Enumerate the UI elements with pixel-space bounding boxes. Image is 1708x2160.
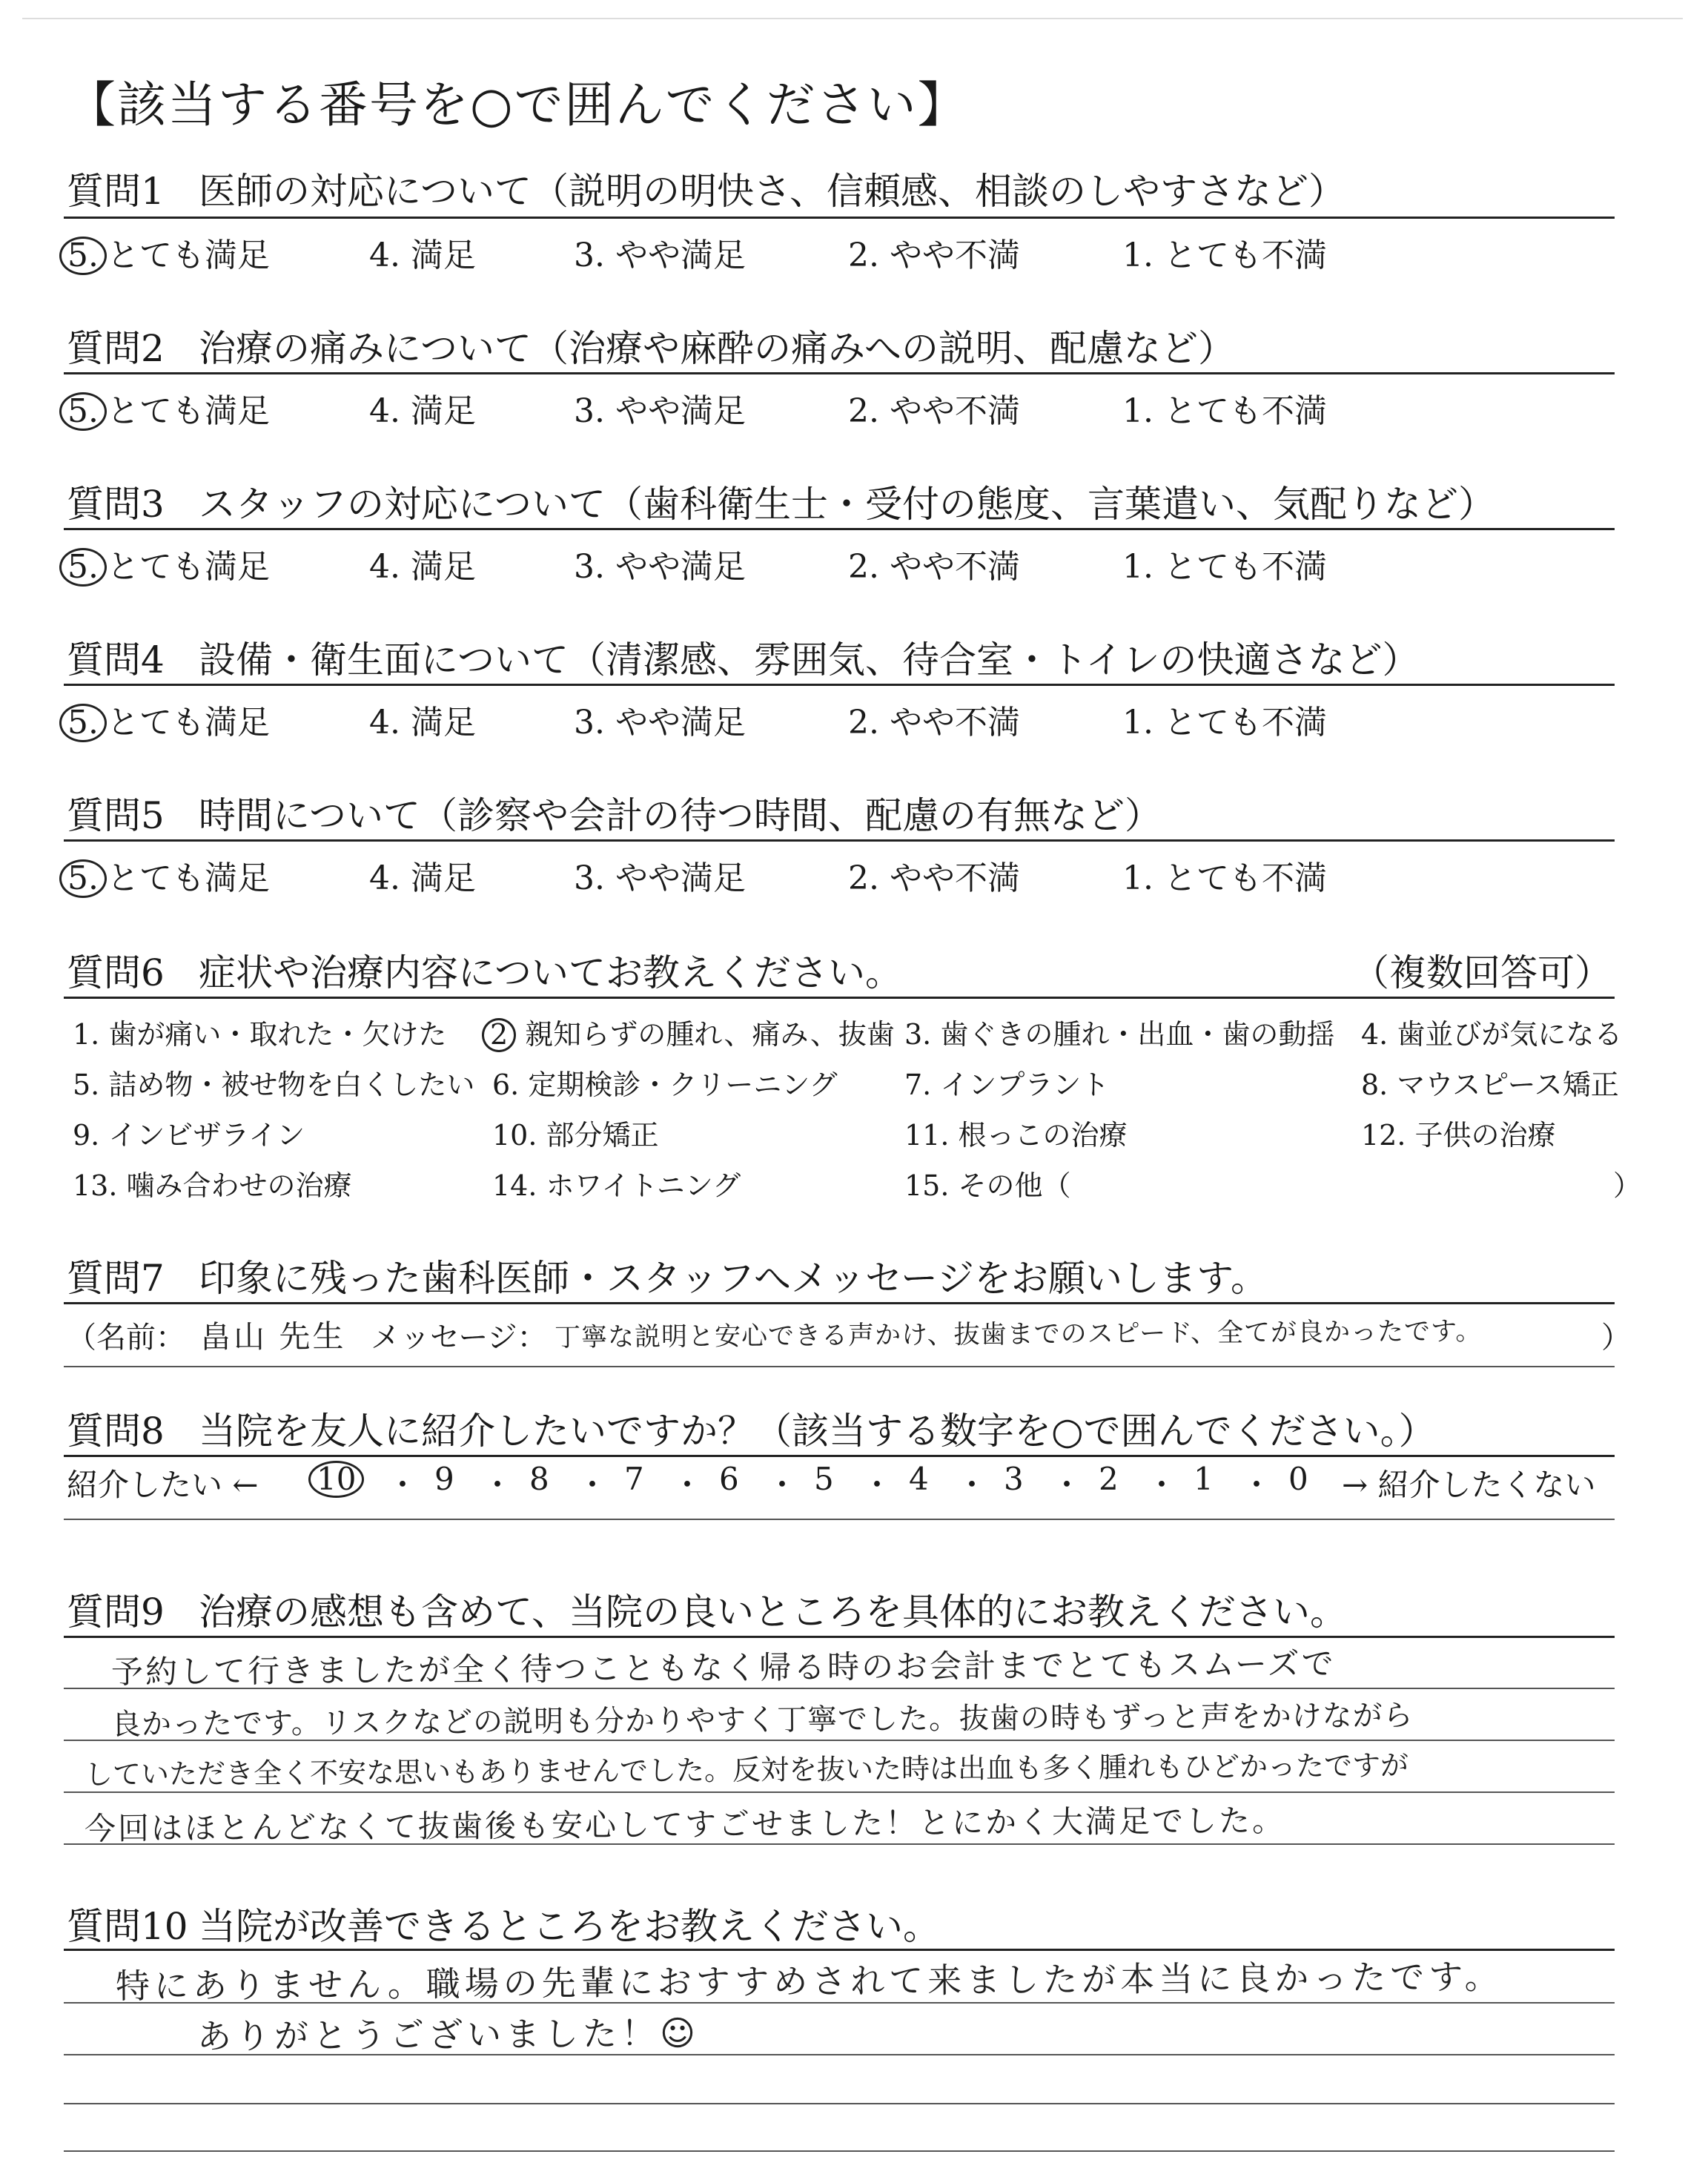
question-text: 症状や治療内容についてお教えください。: [199, 951, 902, 994]
answer-line-2: 良かったです。リスクなどの説明も分かりやすく丁寧でした。抜歯の時もずっと声をかけながら: [110, 1698, 1414, 1743]
improvement-line-1: 特にありません。職場の先輩におすすめされて来ましたが本当に良かったです。: [115, 1956, 1503, 2007]
option-3[interactable]: 3. やや満足: [574, 704, 746, 742]
answer-ruling: [64, 2150, 1615, 2152]
q6-item-6[interactable]: 6. 定期検診・クリーニング: [492, 1069, 838, 1101]
question-text: 当院を友人に紹介したいですか？（該当する数字を○で囲んでください。）: [199, 1410, 1436, 1453]
q6-item-13[interactable]: 13. 噛み合わせの治療: [73, 1169, 352, 1202]
q6-item-15[interactable]: 15. その他（: [904, 1169, 1071, 1202]
option-label: とても満足: [106, 392, 270, 430]
question-5: [67, 786, 1162, 839]
option-1[interactable]: 1. とても不満: [1122, 704, 1327, 742]
divider: [64, 1366, 1615, 1367]
question-number: 質問3: [67, 483, 165, 526]
divider: [64, 1302, 1615, 1304]
scale-1[interactable]: 1: [1194, 1461, 1214, 1497]
option-label: とても満足: [106, 704, 270, 742]
answer-ruling: [64, 1688, 1615, 1689]
option-2[interactable]: 2. やや不満: [848, 548, 1020, 586]
scale-dot: ・: [1051, 1467, 1083, 1503]
scale-dot: ・: [1146, 1467, 1178, 1503]
divider: [64, 839, 1615, 842]
scale-dot: ・: [577, 1467, 609, 1503]
question-4: [67, 630, 1420, 684]
question-text: 設備・衛生面について（清潔感、雰囲気、待合室・トイレの快適さなど）: [199, 638, 1420, 681]
q6-item-14[interactable]: 14. ホワイトニング: [492, 1169, 741, 1202]
option-4[interactable]: 4. 満足: [369, 704, 476, 742]
question-number: 質問10: [67, 1905, 188, 1948]
option-3[interactable]: 3. やや満足: [574, 237, 746, 274]
scale-4[interactable]: 4: [909, 1461, 929, 1497]
scale-left-label: 紹介したい ←: [67, 1467, 259, 1503]
scale-dot: ・: [387, 1467, 419, 1503]
divider: [64, 372, 1615, 374]
question-number: 質問1: [67, 170, 165, 213]
question-number: 質問4: [67, 638, 165, 681]
multiple-answer-note: （複数回答可）: [1352, 951, 1612, 994]
question-8: [67, 1401, 1436, 1455]
q6-item-10[interactable]: 10. 部分矯正: [492, 1119, 659, 1152]
page-title: 【該当する番号を○で囲んでください】: [67, 76, 968, 133]
scale-dot: ・: [672, 1467, 704, 1503]
option-2[interactable]: 2. やや不満: [848, 859, 1020, 897]
option-3[interactable]: 3. やや満足: [574, 859, 746, 897]
selected-rating-circle[interactable]: 5.: [59, 392, 107, 431]
divider: [64, 997, 1615, 999]
answer-ruling: [64, 2002, 1615, 2004]
question-number: 質問5: [67, 794, 165, 837]
divider: [64, 1519, 1615, 1520]
q6-item-1[interactable]: 1. 歯が痛い・取れた・欠けた: [73, 1018, 447, 1051]
q6-item-12[interactable]: 12. 子供の治療: [1361, 1119, 1556, 1152]
scale-right-label: → 紹介したくない: [1342, 1467, 1596, 1503]
answer-line-3: していただき全く不安な思いもありませんでした。反対を抜いた時は出血も多く腫れもひどかったですが: [84, 1748, 1409, 1791]
answer-line-1: 予約して行きましたが全く待つこともなく帰る時のお会計までとてもスムーズで: [110, 1645, 1336, 1691]
answer-ruling: [64, 2054, 1615, 2055]
option-1[interactable]: 1. とても不満: [1122, 392, 1327, 430]
option-2[interactable]: 2. やや不満: [848, 392, 1020, 430]
scale-5[interactable]: 5: [814, 1461, 834, 1497]
option-3[interactable]: 3. やや満足: [574, 548, 746, 586]
option-1[interactable]: 1. とても不満: [1122, 548, 1327, 586]
q6-item-3[interactable]: 3. 歯ぐきの腫れ・出血・歯の動揺: [904, 1018, 1335, 1051]
q6-item-8[interactable]: 8. マウスピース矯正: [1361, 1069, 1619, 1101]
scale-6[interactable]: 6: [719, 1461, 739, 1497]
message-handwritten: 丁寧な説明と安心できる声かけ、抜歯までのスピード、全てが良かったです。: [554, 1316, 1483, 1353]
question-number: 質問9: [67, 1591, 165, 1634]
divider: [64, 217, 1615, 219]
name-label: （名前：: [67, 1321, 185, 1355]
q6-item-4[interactable]: 4. 歯並びが気になる: [1361, 1018, 1623, 1051]
answer-ruling: [64, 1740, 1615, 1741]
close-paren: ）: [1601, 1321, 1631, 1355]
q6-other-close-paren: ）: [1613, 1169, 1642, 1202]
selected-rating-circle[interactable]: 5.: [59, 704, 107, 742]
answer-line-4: 今回はほとんどなくて抜歯後も安心してすごせました！とにかく大満足でした。: [84, 1802, 1286, 1847]
scale-dot: ・: [767, 1467, 798, 1503]
scale-8[interactable]: 8: [529, 1461, 549, 1497]
option-label: とても満足: [106, 859, 270, 897]
question-10: [67, 1897, 940, 1950]
option-4[interactable]: 4. 満足: [369, 859, 476, 897]
option-1[interactable]: 1. とても不満: [1122, 859, 1327, 897]
option-2[interactable]: 2. やや不満: [848, 704, 1020, 742]
option-label: とても満足: [106, 548, 270, 586]
improvement-line-2: ありがとうございました！☺: [196, 2012, 701, 2057]
scale-9[interactable]: 9: [434, 1461, 454, 1497]
answer-ruling: [64, 1791, 1615, 1793]
q6-item-5[interactable]: 5. 詰め物・被せ物を白くしたい: [73, 1069, 475, 1101]
question-9: [67, 1582, 1347, 1636]
divider: [64, 684, 1615, 686]
message-label: メッセージ：: [371, 1321, 547, 1355]
scale-7[interactable]: 7: [624, 1461, 644, 1497]
question-number: 質問6: [67, 951, 165, 994]
question-number: 質問8: [67, 1410, 165, 1453]
divider: [64, 528, 1615, 530]
question-text: スタッフの対応について（歯科衛生士・受付の態度、言葉遣い、気配りなど）: [199, 483, 1495, 526]
scale-dot: ・: [956, 1467, 988, 1503]
selected-rating-circle[interactable]: 5.: [59, 859, 107, 898]
option-2[interactable]: 2. やや不満: [848, 237, 1020, 274]
q6-item-7[interactable]: 7. インプラント: [904, 1069, 1110, 1101]
q6-item-9[interactable]: 9. インビザライン: [73, 1119, 305, 1152]
top-edge-line: [22, 18, 1683, 19]
name-handwritten: 畠山 先生: [199, 1318, 346, 1355]
divider: [64, 1455, 1615, 1457]
scale-dot: ・: [1241, 1467, 1273, 1503]
option-1[interactable]: 1. とても不満: [1122, 237, 1327, 274]
question-text: 治療の痛みについて（治療や麻酔の痛みへの説明、配慮など）: [199, 327, 1235, 370]
question-7: [67, 1249, 1268, 1302]
question-text: 医師の対応について（説明の明快さ、信頼感、相談のしやすさなど）: [199, 170, 1345, 213]
question-1: [67, 162, 1345, 215]
scale-0[interactable]: 0: [1288, 1461, 1308, 1497]
option-3[interactable]: 3. やや満足: [574, 392, 746, 430]
question-text: 印象に残った歯科医師・スタッフへメッセージをお願いします。: [199, 1257, 1268, 1300]
option-4[interactable]: 4. 満足: [369, 392, 476, 430]
question-text: 治療の感想も含めて、当院の良いところを具体的にお教えください。: [199, 1591, 1347, 1634]
question-2: [67, 319, 1235, 372]
scale-selected-10[interactable]: 10: [308, 1461, 364, 1498]
scale-3[interactable]: 3: [1004, 1461, 1024, 1497]
question-3: [67, 475, 1495, 528]
q6-item-11[interactable]: 11. 根っこの治療: [904, 1119, 1128, 1152]
option-4[interactable]: 4. 満足: [369, 548, 476, 586]
question-number: 質問2: [67, 327, 165, 370]
question-text: 当院が改善できるところをお教えください。: [199, 1905, 940, 1948]
scale-dot: ・: [861, 1467, 893, 1503]
question-number: 質問7: [67, 1257, 165, 1300]
question-text: 時間について（診察や会計の待つ時間、配慮の有無など）: [199, 794, 1162, 837]
question-6: [67, 943, 902, 997]
divider: [64, 1636, 1615, 1638]
scale-dot: ・: [482, 1467, 514, 1503]
option-4[interactable]: 4. 満足: [369, 237, 476, 274]
option-label: とても満足: [106, 237, 270, 274]
scale-2[interactable]: 2: [1099, 1461, 1119, 1497]
q6-item-2-label: 親知らずの腫れ、痛み、抜歯: [516, 1018, 895, 1051]
selected-rating-circle[interactable]: 5.: [59, 548, 107, 587]
answer-ruling: [64, 2103, 1615, 2104]
answer-ruling: [64, 1843, 1615, 1845]
selected-item-circle[interactable]: 2: [482, 1018, 516, 1052]
q6-item-2[interactable]: [489, 1011, 895, 1052]
selected-rating-circle[interactable]: 5.: [59, 237, 107, 275]
